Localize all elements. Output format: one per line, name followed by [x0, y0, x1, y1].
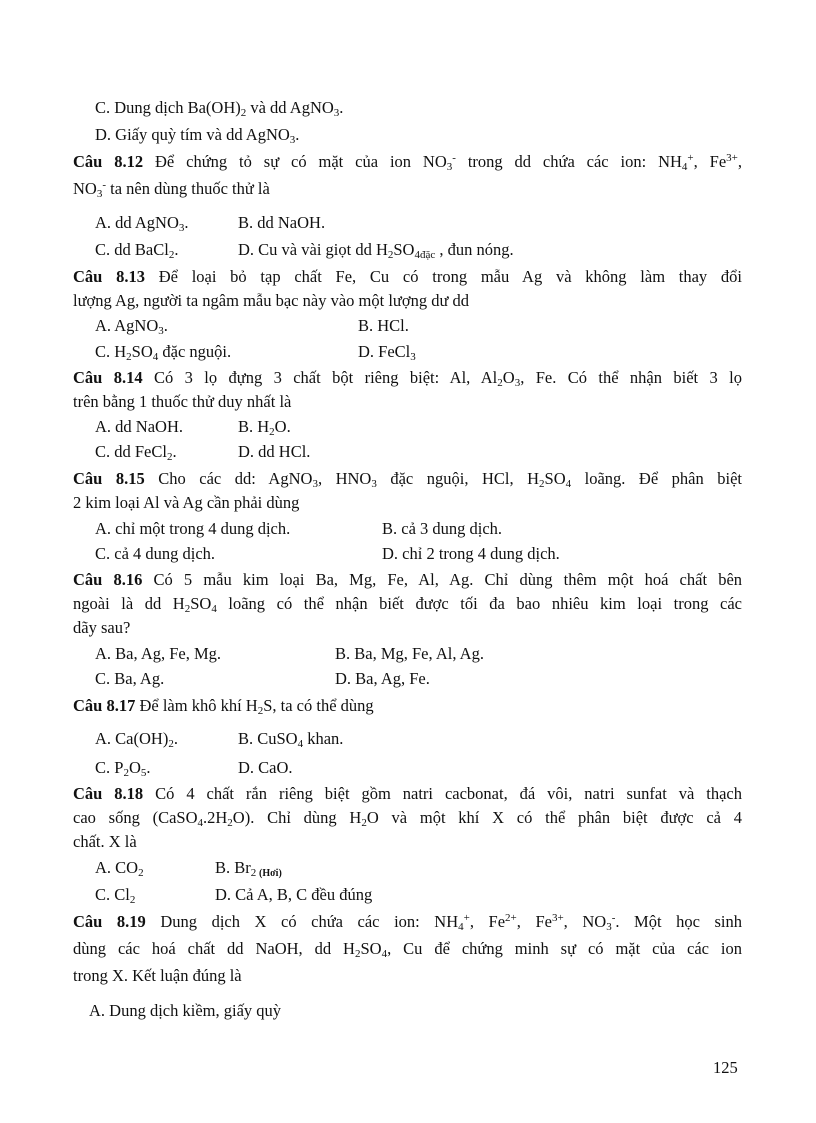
- answer-option: A. chỉ một trong 4 dung dịch.: [95, 519, 291, 538]
- text-line: C. Dung dịch $Ba(OH)_2$ và dd AgNO$_3$.: [95, 98, 344, 119]
- answer-option: A. dd NaOH.: [95, 417, 183, 436]
- answer-option: C. $H_2SO_4$ đặc nguội.: [95, 342, 232, 363]
- question-line: Câu 8.15 Cho các dd: AgNO$_3$, $HNO_3$ đặc nguội, HCl, $H_2SO_4$ loãng. Để phân biệt: [73, 469, 743, 490]
- text-line: cao sống $(CaSO_4.2H_2O)$. Chỉ dùng $H_2O$ và một khí X có thể phân biệt được cả 4: [73, 808, 743, 829]
- answer-option: A. AgNO$_3$.: [95, 316, 168, 337]
- answer-option: C. Ba, Ag.: [95, 669, 165, 688]
- text-line: D. Giấy quỳ tím và dd AgNO$_3$.: [95, 125, 300, 146]
- answer-option: B. $H_2O$.: [238, 417, 291, 438]
- answer-option: D. Ba, Ag, Fe.: [335, 669, 430, 688]
- answer-option: B. cả 3 dung dịch.: [382, 519, 503, 538]
- answer-option: D. Cu và vài giọt dd $H_2SO_{4đặc}$ , đun nóng.: [238, 240, 514, 261]
- answer-option: A. dd AgNO$_3$.: [95, 213, 189, 234]
- text-line: trên bằng 1 thuốc thử duy nhất là: [73, 392, 292, 411]
- answer-option: C. $P_2O_5$.: [95, 758, 151, 779]
- answer-option: D. dd HCl.: [238, 442, 311, 461]
- answer-option: C. cả 4 dung dịch.: [95, 544, 216, 563]
- question-line: Câu 8.16 Có 5 mẫu kim loại Ba, Mg, Fe, Al, Ag. Chỉ dùng thêm một hoá chất bên: [73, 570, 743, 589]
- answer-option: D. chỉ 2 trong 4 dung dịch.: [382, 544, 560, 563]
- question-line: Câu 8.12 Để chứng tỏ sự có mặt của ion $NO_3^-$ trong dd chứa các ion: $NH_4^+$, $Fe^{3+}$,: [73, 152, 743, 173]
- answer-option: D. CaO.: [238, 758, 293, 777]
- answer-option: A. $CO_2$: [95, 858, 144, 879]
- text-line: dùng các hoá chất dd NaOH, dd $H_2SO_4$, Cu để chứng minh sự có mặt của các ion: [73, 939, 742, 960]
- answer-option: B. HCl.: [358, 316, 409, 335]
- question-line: Câu 8.17 Để làm khô khí $H_2S$, ta có thể dùng: [73, 696, 374, 717]
- text-line: ngoài là dd $H_2SO_4$ loãng có thể nhận biết được tối đa bao nhiêu kim loại trong các: [73, 594, 742, 615]
- question-line: Câu 8.19 Dung dịch X có chứa các ion: $NH_4^+$, $Fe^{2+}$, $Fe^{3+}$, $NO_3^-$. Một học sinh: [73, 912, 743, 933]
- answer-option: B. CuSO$_4$ khan.: [238, 729, 344, 750]
- answer-option: D. FeCl$_3$: [358, 342, 416, 363]
- answer-option: C. dd FeCl$_2$.: [95, 442, 177, 463]
- answer-option: A. Ba, Ag, Fe, Mg.: [95, 644, 222, 663]
- text-line: trong X. Kết luận đúng là: [73, 966, 242, 985]
- text-line: chất. X là: [73, 832, 137, 851]
- question-line: Câu 8.18 Có 4 chất rắn riêng biệt gồm natri cacbonat, đá vôi, natri sunfat và thạch: [73, 784, 743, 803]
- page-number: 125: [713, 1058, 738, 1077]
- question-line: Câu 8.14 Có 3 lọ đựng 3 chất bột riêng biệt: Al, $Al_2O_3$, Fe. Có thể nhận biết 3 lọ: [73, 368, 742, 389]
- answer-option: D. Cả A, B, C đều đúng: [215, 885, 373, 904]
- text-line: A. Dung dịch kiềm, giấy quỳ: [89, 1001, 282, 1020]
- text-line: $NO_3^-$ ta nên dùng thuốc thử là: [73, 179, 270, 200]
- question-line: Câu 8.13 Để loại bỏ tạp chất Fe, Cu có trong mẫu Ag và không làm thay đổi: [73, 267, 743, 286]
- answer-option: B. $Br_{2 (Hơi)}$: [215, 858, 282, 879]
- answer-option: A. $Ca(OH)_2$.: [95, 729, 178, 750]
- answer-option: B. dd NaOH.: [238, 213, 326, 232]
- answer-option: B. Ba, Mg, Fe, Al, Ag.: [335, 644, 484, 663]
- answer-option: C. $Cl_2$: [95, 885, 136, 906]
- answer-option: C. dd BaCl$_2$.: [95, 240, 179, 261]
- text-line: lượng Ag, người ta ngâm mẫu bạc này vào một lượng dư dd: [73, 291, 470, 310]
- text-line: 2 kim loại Al và Ag cần phải dùng: [73, 493, 300, 512]
- text-line: dãy sau?: [73, 618, 131, 637]
